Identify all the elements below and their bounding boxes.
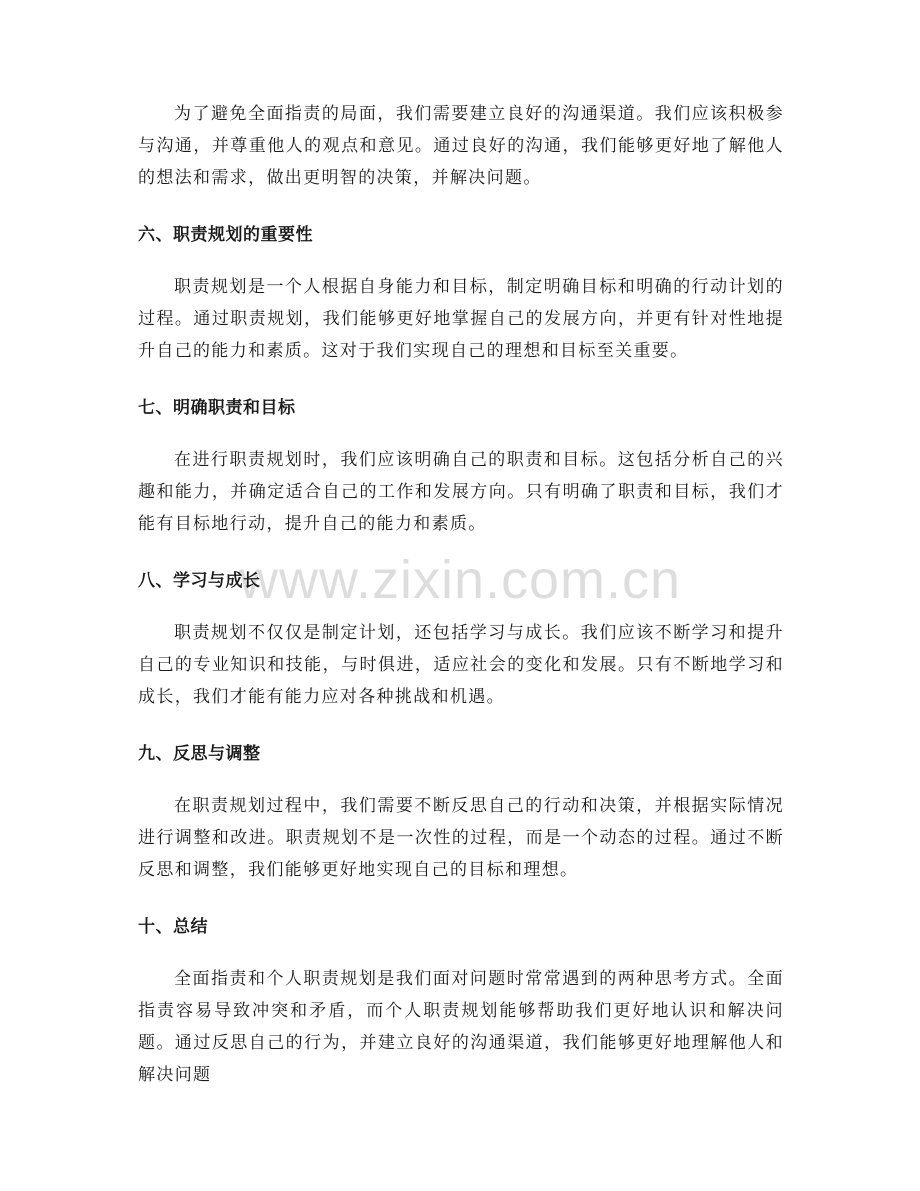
section-body-8: 职责规划不仅仅是制定计划，还包括学习与成长。我们应该不断学习和提升自己的专业知识和技能，与时俱进，适应社会的变化和发展。只有不断地学习和成长，我们才能有能力应对各种挑战和机遇。 <box>138 623 784 707</box>
document-page <box>138 98 784 1091</box>
section-heading-10: 十、总结 <box>138 917 208 937</box>
section-body-7: 在进行职责规划时，我们应该明确自己的职责和目标。这包括分析自己的兴趣和能力，并确定适合自己的工作和发展方向。只有明确了职责和目标，我们才能有目标地行动，提升自己的能力和素质。 <box>138 450 784 534</box>
intro-paragraph: 为了避免全面指责的局面，我们需要建立良好的沟通渠道。我们应该积极参与沟通，并尊重他人的观点和意见。通过良好的沟通，我们能够更好地了解他人的想法和需求，做出更明智的决策，并解决问题。 <box>138 104 784 188</box>
section-heading-9: 九、反思与调整 <box>138 744 261 764</box>
section-body-9: 在职责规划过程中，我们需要不断反思自己的行动和决策，并根据实际情况进行调整和改进。职责规划不是一次性的过程，而是一个动态的过程。通过不断反思和调整，我们能够更好地实现自己的目标和理想。 <box>138 796 784 880</box>
section-body-6: 职责规划是一个人根据自身能力和目标，制定明确目标和明确的行动计划的过程。通过职责规划，我们能够更好地掌握自己的发展方向，并更有针对性地提升自己的能力和素质。这对于我们实现自己的理想和目标至关重要。 <box>138 277 784 361</box>
watermark: www.zixin.com.cn <box>238 550 682 610</box>
section-heading-6: 六、职责规划的重要性 <box>138 225 313 245</box>
section-heading-7: 七、明确职责和目标 <box>138 398 296 418</box>
section-heading-8: 八、学习与成长 <box>138 571 261 591</box>
section-body-10: 全面指责和个人职责规划是我们面对问题时常常遇到的两种思考方式。全面指责容易导致冲突和矛盾，而个人职责规划能够帮助我们更好地认识和解决问题。通过反思自己的行为，并建立良好的沟通渠道，我们能够更好地理解他人和解决问题 <box>138 969 784 1085</box>
